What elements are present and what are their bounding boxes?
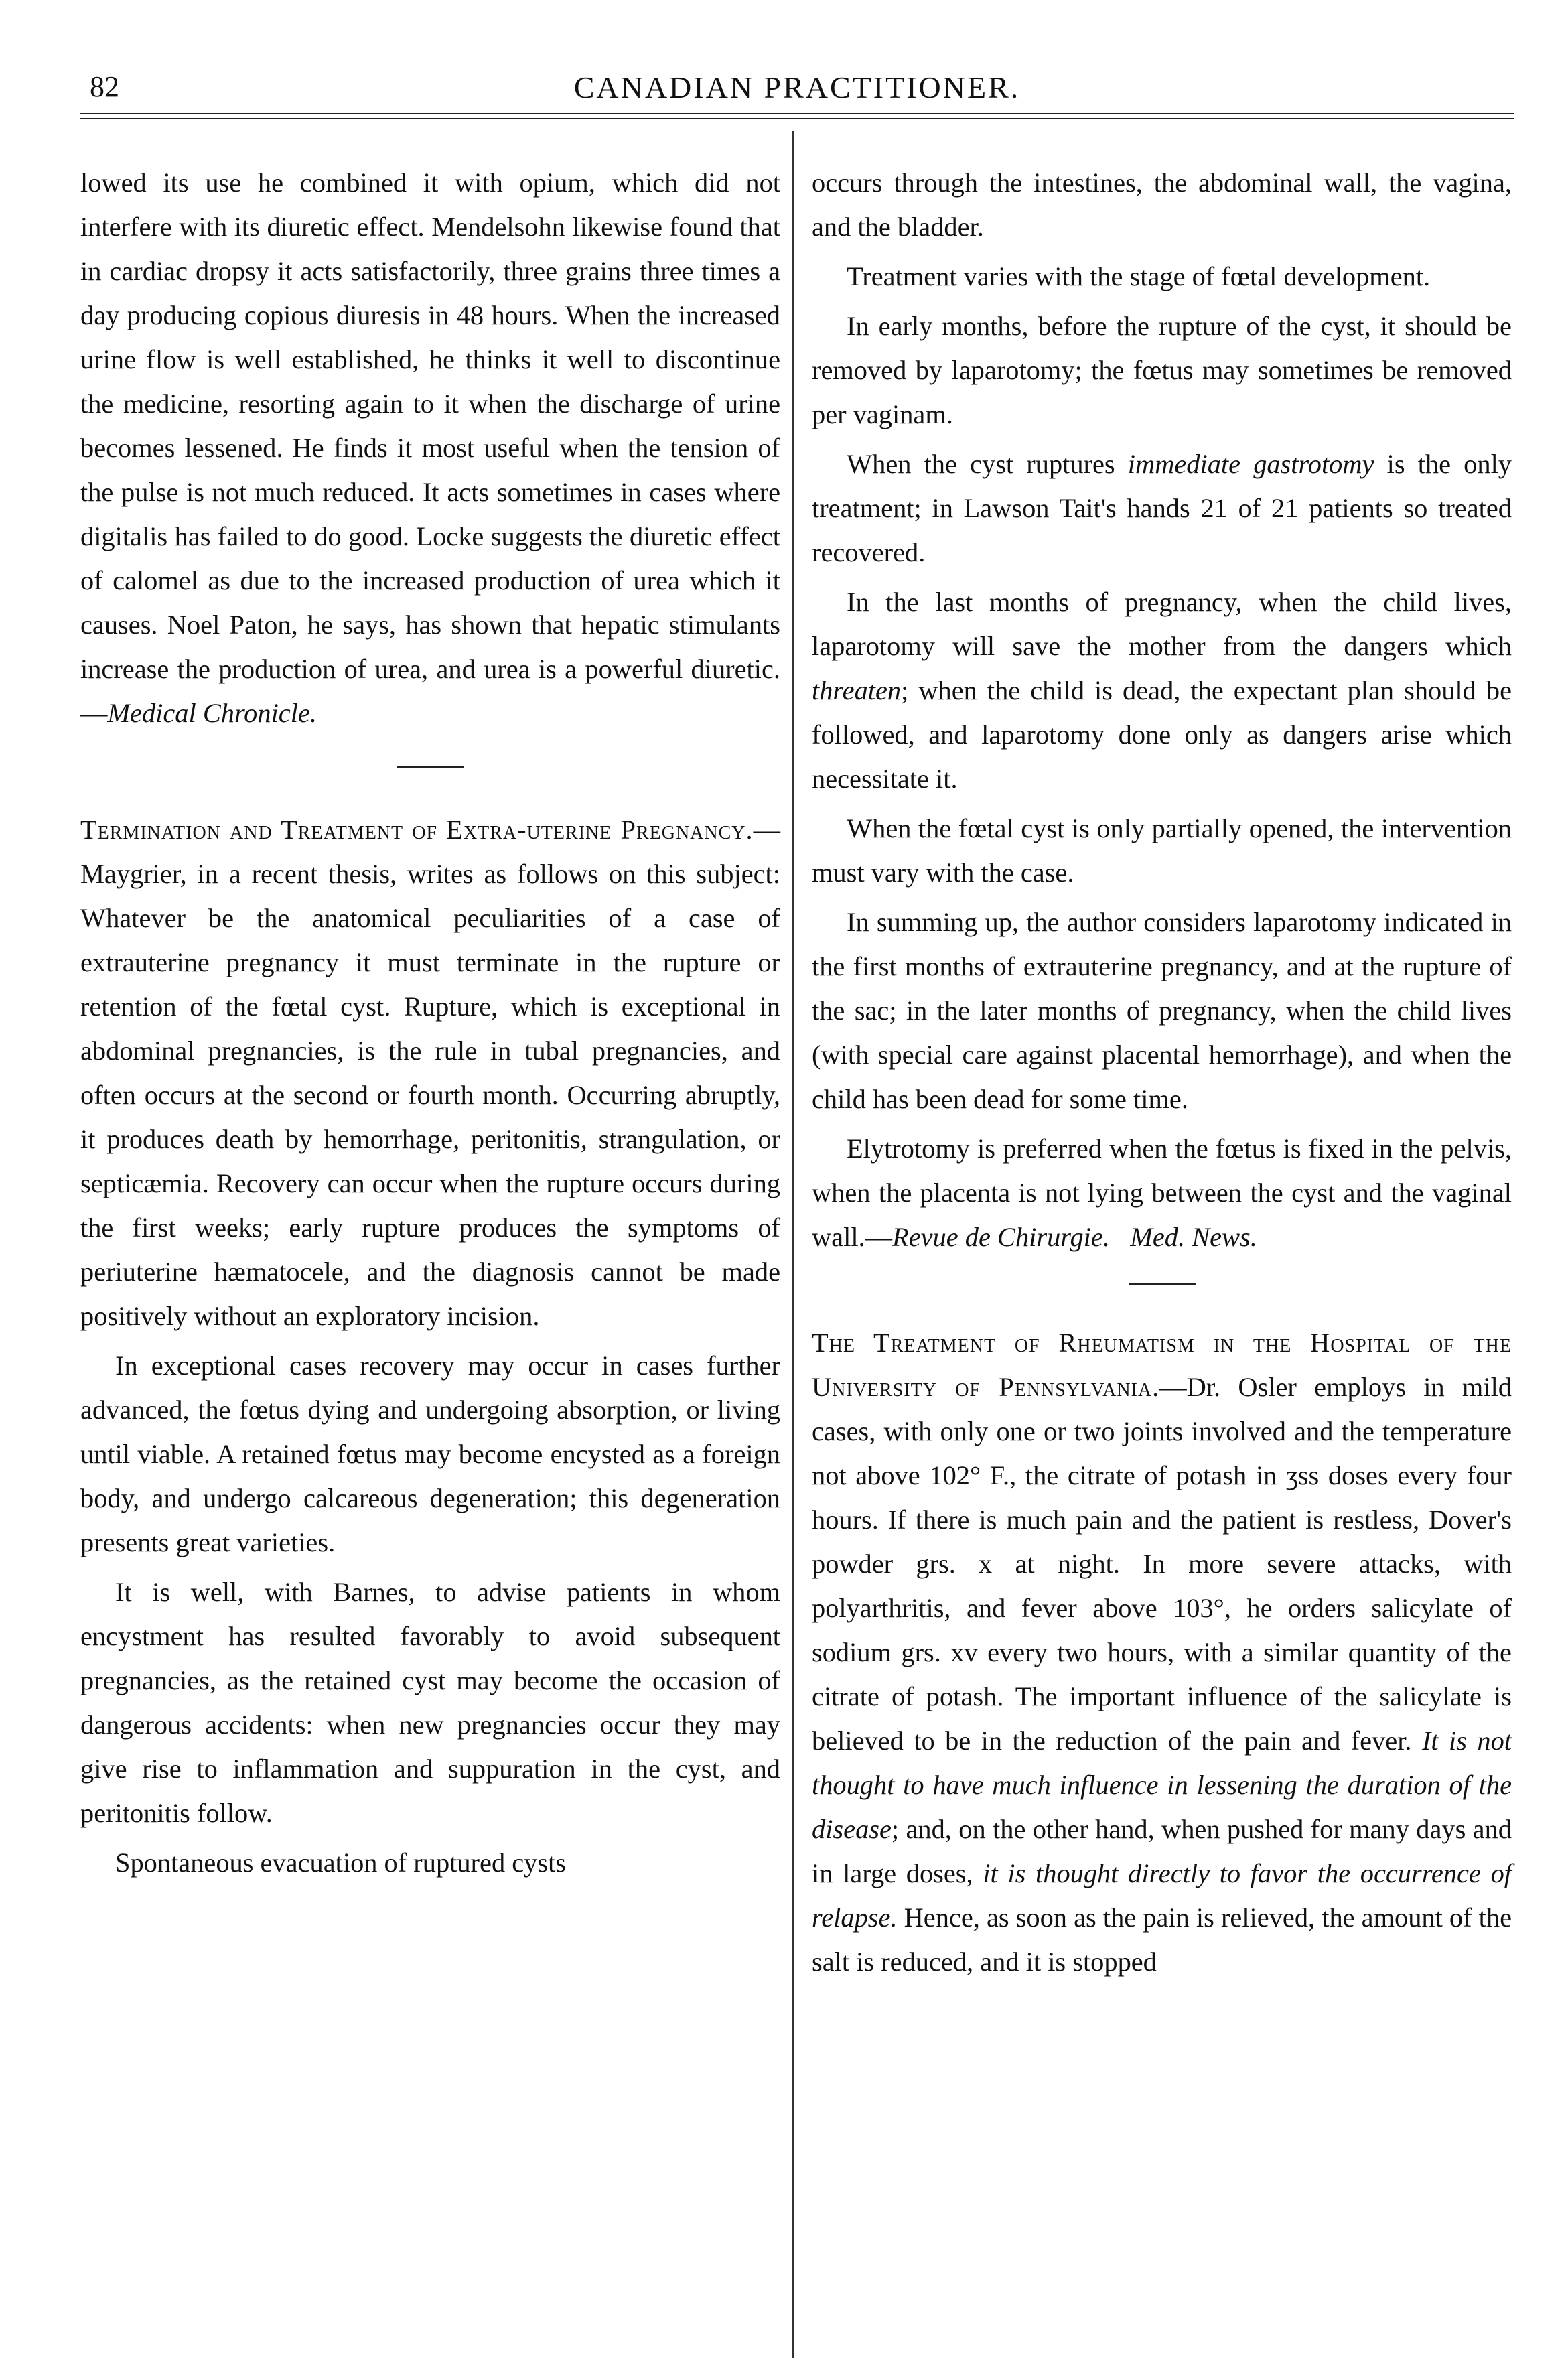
paragraph-text: Hence, as soon as the pain is relieved, the amount of the salt is reduced, and it is stopped	[812, 1902, 1512, 1977]
paragraph	[812, 442, 1512, 575]
header-rule	[80, 113, 1514, 114]
paragraph	[812, 580, 1512, 801]
paragraph-text: Elytrotomy is preferred when the fœtus is fixed in the pelvis, when the placenta is not lying between the cyst and the vaginal wall.—	[812, 1133, 1512, 1252]
paragraph	[80, 161, 780, 736]
paragraph-text: ; and, on the other hand, when pushed for many days and in large doses,	[812, 1814, 1512, 1888]
emphasis-text: immediate gastrotomy	[1127, 449, 1374, 479]
paragraph-text: lowed its use he combined it with opium, which did not interfere with its diuretic effect. Mendelsohn likewise found that in cardiac dropsy it acts satisfactorily, three grains three times a day producing copious diuresis in 48 hours. When the increased urine flow is well established, he thinks it well to discontinue the medicine, resorting again to it when the discharge of urine becomes lessened. He finds it most useful when the tension of the pulse is not much reduced. It acts sometimes in cases where digitalis has failed to do good. Locke suggests the diuretic effect of calomel as due to the increased production of urea which it causes. Noel Paton, he says, has shown that hepatic stimulants increase the production of urea, and urea is a powerful diuretic.—	[80, 167, 780, 728]
paragraph-text: ; when the child is dead, the expectant plan should be followed, and laparotomy done only as dangers arise which necessitate it.	[812, 675, 1512, 794]
source-citation: Revue de Chirurgie.	[892, 1222, 1110, 1252]
paragraph: In early months, before the rupture of the cyst, it should be removed by laparotomy; the fœtus may sometimes be removed per vaginam.	[812, 311, 1512, 429]
paragraph: In exceptional cases recovery may occur in cases further advanced, the fœtus dying and undergoing absorption, or living until viable. A retained fœtus may become encysted as a foreign body, and undergo calcareous degeneration; this degeneration presents great varieties.	[80, 1350, 780, 1557]
paragraph: It is well, with Barnes, to advise patients in whom encystment has resulted favorably to avoid subsequent pregnancies, as the retained cyst may become the occasion of dangerous accidents: when new pregnancies occur they may give rise to inflammation and suppuration in the cyst, and peritonitis follow.	[80, 1577, 780, 1828]
emphasis-text: threaten	[812, 675, 902, 705]
header-rule-secondary	[80, 118, 1514, 119]
paragraph-text: —Dr. Osler employs in mild cases, with only one or two joints involved and the temperature not above 102° F., the citrate of potash in ʒss doses every four hours. If there is much pain and the patient is restless, Dover's powder grs. x at night. In more severe attacks, with polyarthritis, and fever above 103°, he orders salicylate of sodium grs. xv every two hours, with a similar quantity of the citrate of potash. The important influence of the salicylate is believed to be in the reduction of the pain and fever.	[812, 1372, 1512, 1756]
section-separator	[1129, 1283, 1196, 1285]
paragraph: In summing up, the author considers laparotomy indicated in the first months of extrauterine pregnancy, and at the rupture of the sac; in the later months of pregnancy, when the child lives (with special care against placental hemorrhage), and when the child has been dead for some time.	[812, 907, 1512, 1114]
article-opening	[812, 1321, 1512, 1984]
paragraph: Spontaneous evacuation of ruptured cysts	[115, 1847, 567, 1878]
page-header	[80, 64, 1514, 111]
paragraph: When the fœtal cyst is only partially opened, the intervention must vary with the case.	[812, 813, 1512, 888]
article-title: The Treatment of Rheumatism in the Hospital of the University of Pennsylvania.	[812, 1328, 1512, 1402]
paragraph: Treatment varies with the stage of fœtal development.	[847, 261, 1431, 291]
paragraph: occurs through the intestines, the abdominal wall, the vagina, and the bladder.	[812, 167, 1512, 242]
left-column	[80, 161, 780, 1890]
page-number: 82	[90, 70, 119, 103]
article-opening	[80, 808, 780, 1338]
column-divider	[792, 131, 794, 2358]
article-title: Termination and Treatment of Extra-uterine Pregnancy.	[80, 815, 754, 845]
paragraph-text: In the last months of pregnancy, when the child lives, laparotomy will save the mother from the dangers which	[812, 587, 1512, 661]
emphasis-text: It is not thought to have much influence in lessening the duration of the disease	[812, 1726, 1512, 1844]
paragraph-text: When the cyst ruptures	[847, 449, 1128, 479]
running-title: CANADIAN PRACTITIONER.	[573, 70, 1021, 104]
paragraph	[812, 1127, 1512, 1259]
right-column	[812, 161, 1512, 1989]
emphasis-text: it is thought directly to favor the occurrence of relapse.	[812, 1858, 1512, 1933]
paragraph-text: —Maygrier, in a recent thesis, writes as follows on this subject: Whatever be the anatomical peculiarities of a case of extrauterine pregnancy it must terminate in the rupture or retention of the fœtal cyst. Rupture, which is exceptional in abdominal pregnancies, is the rule in tubal pregnancies, and often occurs at the second or fourth month. Occurring abruptly, it produces death by hemorrhage, peritonitis, strangulation, or septicæmia. Recovery can occur when the rupture occurs during the first weeks; early rupture produces the symptoms of periuterine hæmatocele, and the diagnosis cannot be made positively without an exploratory incision.	[80, 815, 780, 1331]
source-citation: Medical Chronicle.	[107, 698, 317, 728]
source-citation: Med. News.	[1130, 1222, 1257, 1252]
section-separator	[397, 766, 464, 768]
paragraph-text: is the only treatment; in Lawson Tait's hands 21 of 21 patients so treated recovered.	[812, 449, 1512, 567]
